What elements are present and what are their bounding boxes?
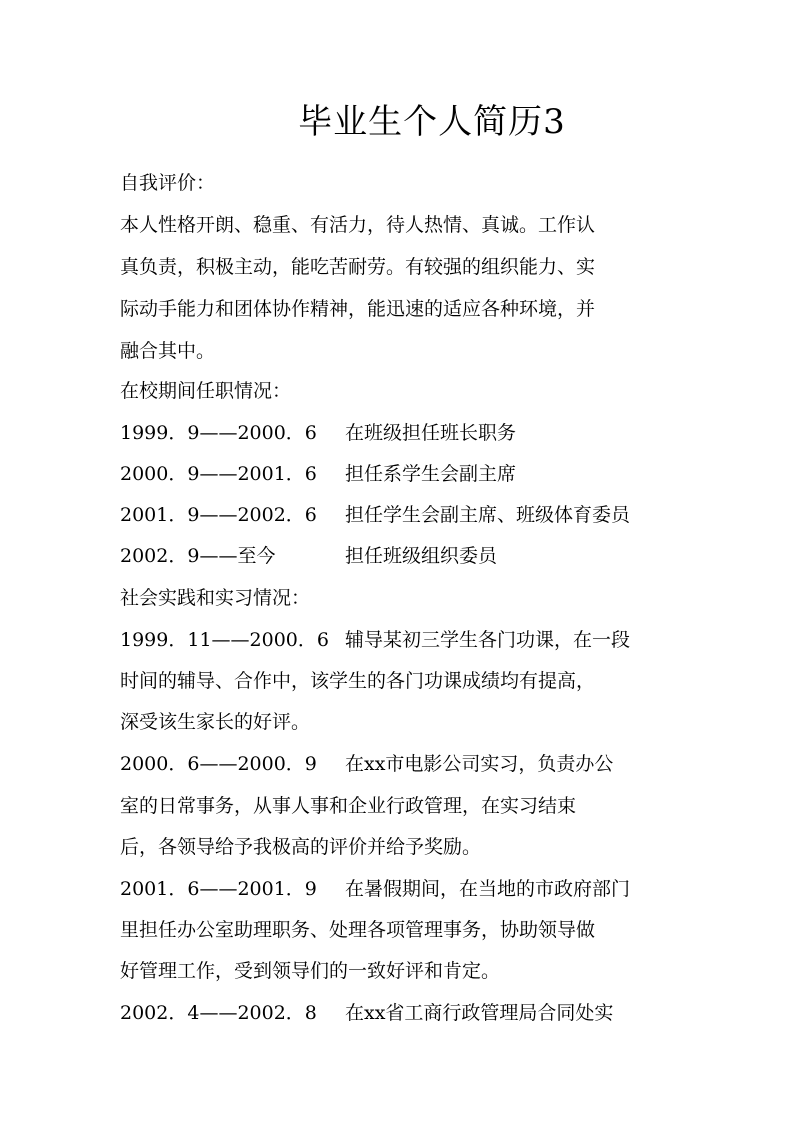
position-desc: 担任班级组织委员	[345, 545, 498, 567]
practice-line: 里担任办公室助理职务、处理各项管理事务，协助领导做	[120, 919, 596, 941]
position-desc: 担任系学生会副主席	[345, 463, 517, 485]
self-eval-line: 真负责，积极主动，能吃苦耐劳。有较强的组织能力、实	[120, 256, 596, 278]
practice-line: 后，各领导给予我极高的评价并给予奖励。	[120, 836, 482, 858]
self-eval-heading: 自我评价：	[120, 172, 216, 194]
practice-desc: 在xx市电影公司实习，负责办公	[345, 753, 614, 775]
practice-line: 好管理工作，受到领导们的一致好评和肯定。	[120, 960, 501, 982]
practice-heading: 社会实践和实习情况：	[120, 587, 311, 609]
position-date: 2002．9——至今	[120, 545, 276, 567]
practice-desc: 在xx省工商行政管理局合同处实	[345, 1002, 614, 1024]
practice-desc: 在暑假期间，在当地的市政府部门	[345, 878, 631, 900]
practice-line: 时间的辅导、合作中，该学生的各门功课成绩均有提高，	[120, 670, 596, 692]
practice-date: 2001．6——2001．9	[120, 878, 317, 900]
self-eval-line: 融合其中。	[120, 340, 216, 362]
practice-date: 2000．6——2000．9	[120, 753, 317, 775]
position-date: 2000．9——2001．6	[120, 463, 317, 485]
self-eval-line: 本人性格开朗、稳重、有活力，待人热情、真诚。工作认	[120, 214, 596, 236]
positions-heading: 在校期间任职情况：	[120, 380, 292, 402]
self-eval-line: 际动手能力和团体协作精神，能迅速的适应各种环境，并	[120, 298, 596, 320]
position-desc: 担任学生会副主席、班级体育委员	[345, 504, 631, 526]
practice-date: 2002．4——2002．8	[120, 1002, 317, 1024]
page-title: 毕业生个人简历3	[298, 102, 566, 142]
practice-date: 1999．11——2000．6	[120, 629, 329, 651]
position-date: 2001．9——2002．6	[120, 504, 317, 526]
practice-line: 室的日常事务，从事人事和企业行政管理，在实习结束	[120, 795, 577, 817]
practice-desc: 辅导某初三学生各门功课，在一段	[345, 629, 631, 651]
practice-line: 深受该生家长的好评。	[120, 711, 311, 733]
position-desc: 在班级担任班长职务	[345, 422, 517, 444]
position-date: 1999．9——2000．6	[120, 422, 317, 444]
